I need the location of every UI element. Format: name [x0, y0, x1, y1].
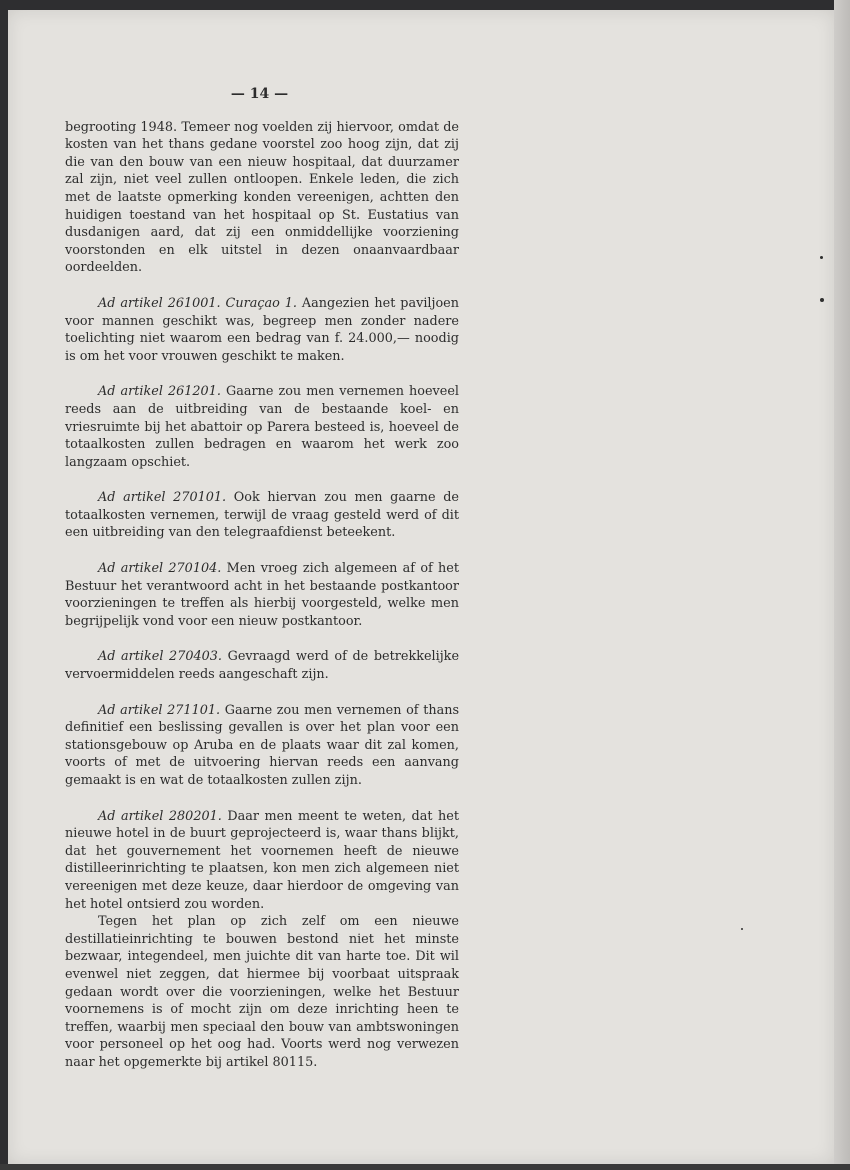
page-number: — 14 —	[230, 86, 289, 102]
article-reference: Ad artikel 270104.	[98, 561, 222, 577]
paragraph	[65, 913, 459, 1071]
paragraph	[65, 489, 459, 542]
paper-speck	[741, 928, 743, 930]
article-reference: Ad artikel 261001. Curaçao 1.	[98, 295, 297, 311]
paragraph-text: Ook hiervan zou men gaarne de totaalkosten vernemen, terwijl de vraag gesteld werd of dit een uitbreiding van den telegraafdienst beteekent.	[65, 490, 459, 541]
paragraph	[65, 295, 459, 365]
paragraph-text: Aangezien het paviljoen voor mannen geschikt was, begreep men zonder nadere toelichting niet waarom een bedrag van f. 24.000,— noodig is om het voor vrouwen geschikt te maken.	[65, 295, 459, 364]
paragraph-text: Daar men meent te weten, dat het nieuwe hotel in de buurt geprojecteerd is, waar thans blijkt, dat het gouvernement het voornemen heeft de nieuwe distilleerinrichting te plaatsen, kon men zich algemeen niet vereenigen met deze keuze, daar hierdoor de omgeving van het hotel ontsierd zou worden.	[65, 808, 459, 912]
page-body	[65, 86, 459, 1090]
page-edge	[834, 0, 850, 1170]
article-reference: Ad artikel 271101.	[98, 702, 221, 718]
paragraph	[65, 648, 459, 683]
paragraph-text: Gaarne zou men vernemen of thans definitief een beslissing gevallen is over het plan voor een stationsgebouw op Aruba en de plaats waar dit zal komen, voorts of met de uitvoering hiervan reeds een aanvang gemaakt is en wat de totaalkosten zullen zijn.	[65, 702, 460, 788]
paragraph-text: Men vroeg zich algemeen af of het Bestuur het verantwoord acht in het bestaande postkantoor voorzieningen te treffen als hierbij voorgesteld, welke men begrijpelijk vond voor een nieuw postkantoor.	[65, 561, 459, 629]
paragraph	[65, 383, 459, 471]
paper-speck	[820, 256, 823, 259]
paper-speck	[820, 298, 824, 302]
paragraph-text: Gaarne zou men vernemen hoeveel reeds aan de uitbreiding van de bestaande koel- en vriesruimte bij het abattoir op Parera besteed is, hoeveel de totaalkosten zullen bedragen en waarom het werk zoo langzaam opschiet.	[65, 384, 460, 470]
article-reference: Ad artikel 261201.	[98, 384, 221, 400]
paragraph	[65, 119, 459, 277]
article-reference: Ad artikel 270403.	[98, 649, 222, 665]
paragraph	[65, 560, 459, 630]
paragraph-text: Tegen het plan op zich zelf om een nieuwe destillatieinrichting te bouwen bestond niet het minste bezwaar, integendeel, men juichte dit van harte toe. Dit wil evenwel niet zeggen, dat hiermee bij voorbaat uitspraak gedaan wordt over die voorzieningen, welke het Bestuur voornemens is of mocht zijn om deze inrichting heen te treffen, waarbij men speciaal den bouw van ambtswoningen voor personeel op het oog had. Voorts werd nog verwezen naar het opgemerkte bij artikel 80115.	[65, 914, 459, 1070]
paragraph	[65, 702, 459, 790]
paragraph	[65, 808, 459, 914]
paragraph-text: begrooting 1948. Temeer nog voelden zij hiervoor, omdat de kosten van het thans gedane voorstel zoo hoog zijn, dat zij die van den bouw van een nieuw hospitaal, dat duurzamer zal zijn, niet veel zullen ontloopen. Enkele leden, die zich met de laatste opmerking konden vereenigen, achtten den huidigen toestand van het hospitaal op St. Eustatius van dusdanigen aard, dat zij een onmiddellijke voorziening voorstonden en elk uitstel in dezen onaanvaardbaar oordeelden.	[65, 119, 459, 276]
paragraph-text: Gevraagd werd of de betrekkelijke vervoermiddelen reeds aangeschaft zijn.	[65, 649, 460, 683]
article-reference: Ad artikel 280201.	[98, 808, 222, 824]
scan-border	[0, 1164, 850, 1170]
article-reference: Ad artikel 270101.	[98, 490, 227, 506]
